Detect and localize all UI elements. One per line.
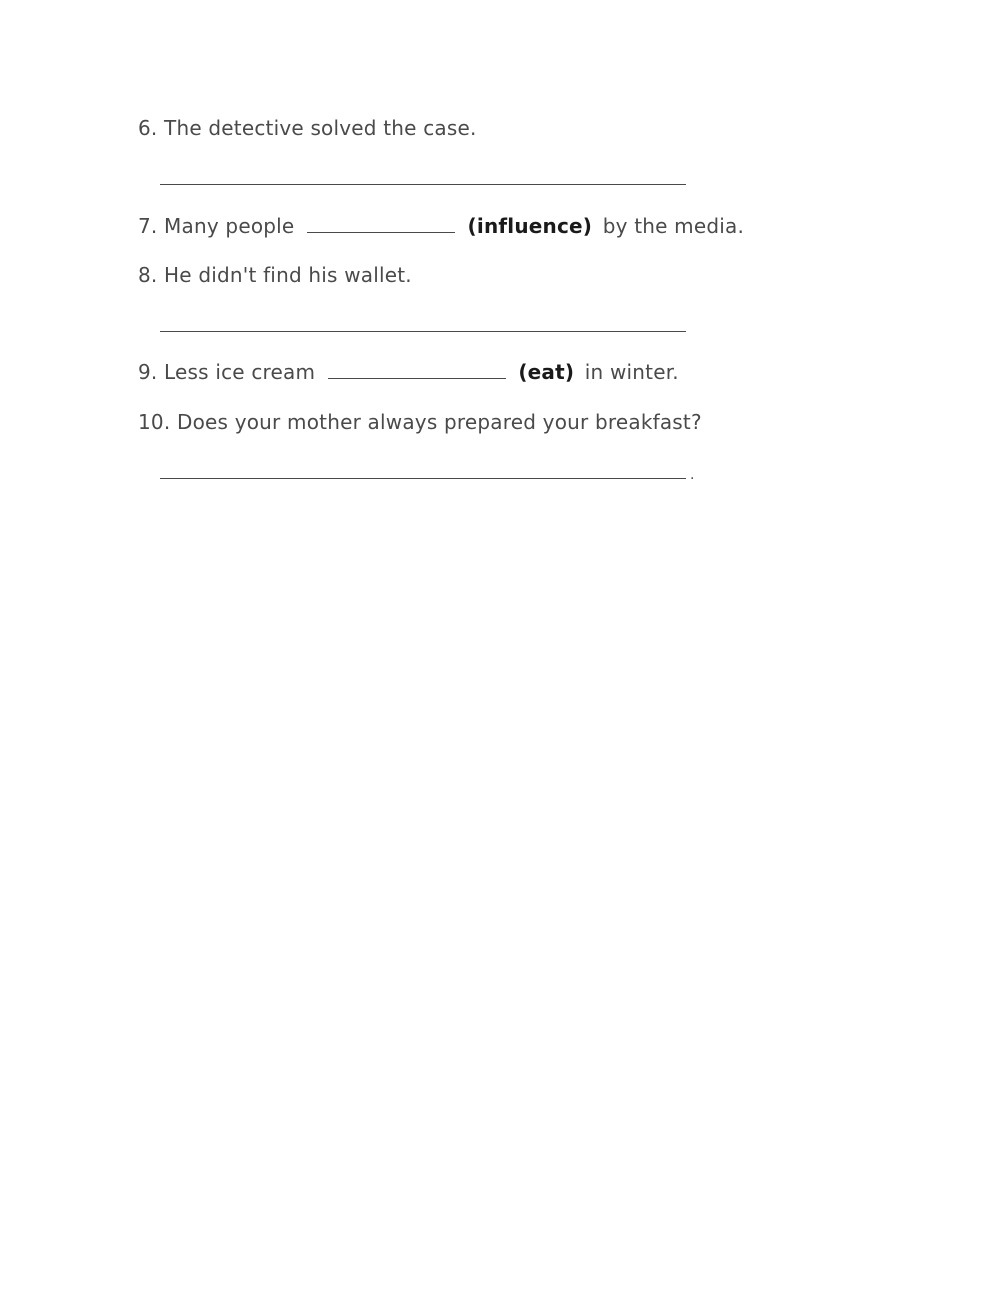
answer-line-10[interactable]	[160, 478, 686, 479]
trailing-mark: .	[690, 467, 695, 483]
question-text: Does your mother always prepared your breakfast?	[176, 410, 702, 434]
question-number: 10.	[138, 410, 171, 434]
answer-blank-7[interactable]	[307, 214, 455, 233]
question-number: 8.	[138, 263, 158, 287]
question-9	[138, 358, 679, 386]
question-number: 9.	[138, 360, 158, 384]
question-10	[138, 408, 702, 436]
question-text-before: Many people	[164, 214, 295, 238]
question-text-after: by the media.	[602, 214, 745, 238]
question-6	[138, 114, 477, 142]
question-8	[138, 261, 412, 289]
verb-hint: (eat)	[518, 360, 575, 384]
question-text-after: in winter.	[584, 360, 679, 384]
verb-hint: (influence)	[467, 214, 593, 238]
question-number: 7.	[138, 214, 158, 238]
answer-line-6[interactable]	[160, 184, 686, 185]
question-text-before: Less ice cream	[164, 360, 316, 384]
question-number: 6.	[138, 116, 158, 140]
answer-blank-9[interactable]	[328, 360, 506, 379]
answer-line-8[interactable]	[160, 331, 686, 332]
question-7	[138, 212, 744, 240]
question-text: He didn't find his wallet.	[164, 263, 412, 287]
question-text: The detective solved the case.	[164, 116, 477, 140]
